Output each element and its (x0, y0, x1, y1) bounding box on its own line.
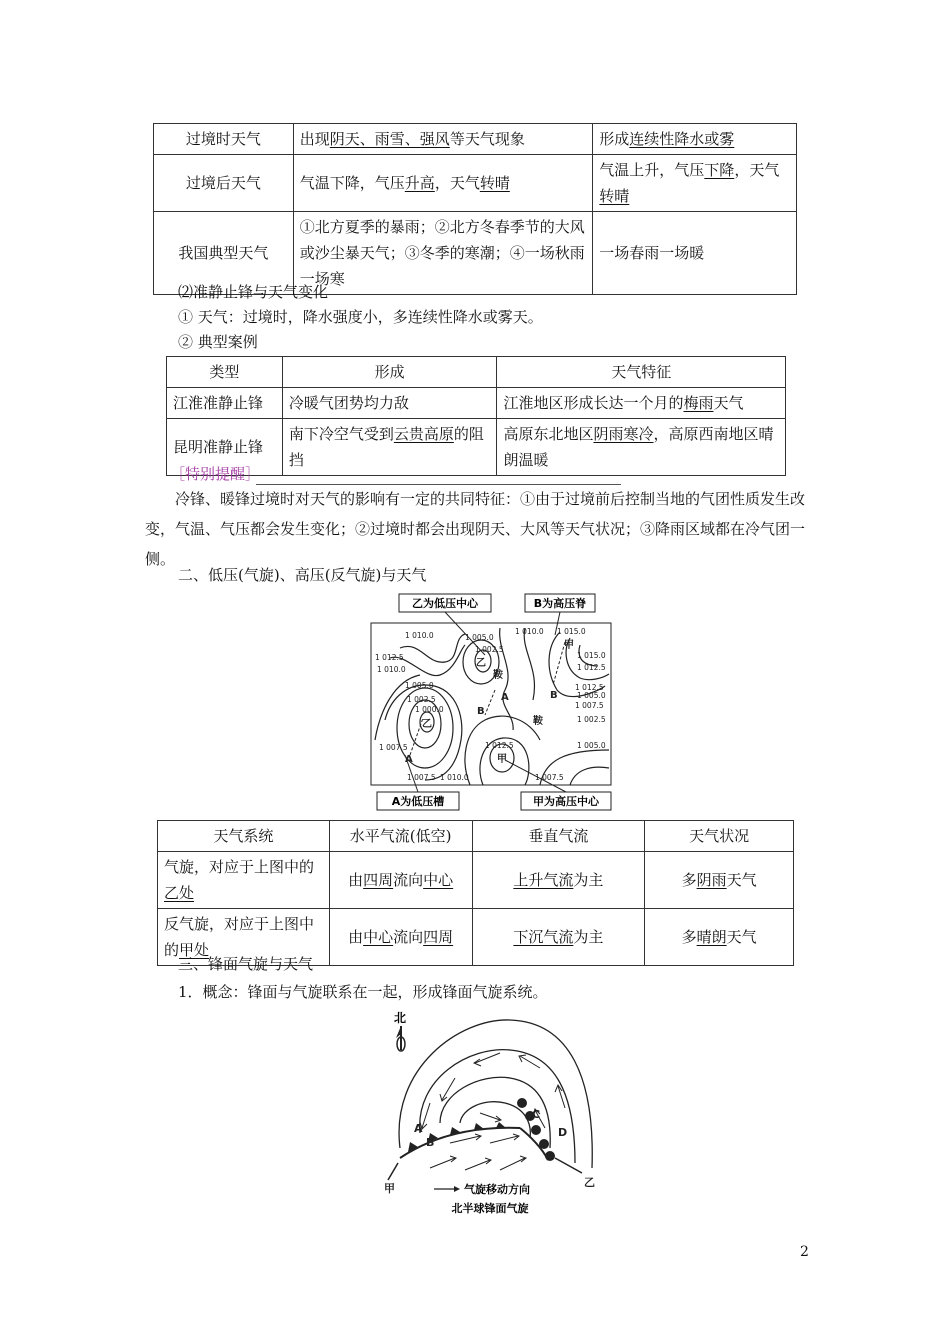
underlined-answer: 上升气流 (513, 871, 574, 889)
cyclone-table (157, 820, 794, 966)
underlined-answer: 乙处 (164, 884, 195, 902)
isobar-value-label: 1 005.0 (405, 681, 434, 690)
concept-text: 1．概念：锋面与气旋联系在一起，形成锋面气旋系统。 (178, 983, 548, 1001)
a-mark-1: A (501, 692, 509, 703)
weather-system-cell (158, 852, 330, 909)
table-row (158, 852, 794, 909)
underlined-answer: 云贵高原 (393, 425, 454, 443)
typical-cases-label: ② 典型案例 (178, 333, 258, 351)
cell-text: 等天气现象 (449, 130, 525, 148)
column-header: 垂直气流 (472, 821, 645, 852)
callout-b-ridge: B为高压脊 (533, 597, 587, 610)
feature-cell (497, 388, 786, 419)
cell-text: 气旋，对应于上图中的 (164, 858, 315, 876)
point-a-label: A (414, 1122, 423, 1135)
weather-condition-cell (645, 909, 794, 966)
warm-front-cell (593, 124, 797, 155)
underlined-answer: 四周 (423, 928, 454, 946)
jia-label: 甲 (384, 1182, 395, 1195)
cell-text: 天气 (726, 871, 757, 889)
quasi-cases-table (166, 356, 786, 476)
cell-text: 气温下降，气压 (299, 174, 405, 192)
underlined-answer: 下降 (704, 161, 735, 179)
cold-front-cell (293, 212, 593, 295)
callout-yi-low-center: 乙为低压中心 (412, 597, 478, 610)
cell-text: 流向 (393, 871, 424, 889)
isobar-value-label: 1 012.5 (485, 741, 514, 750)
isobar-value-label: 1 012.5 (575, 683, 604, 692)
isobar-value-label: 1 002.5 (475, 645, 504, 654)
saddle-mark-1: 鞍 (493, 670, 503, 681)
underlined-answer: 升高 (404, 174, 435, 192)
point-c-label: C (532, 1108, 541, 1121)
underlined-answer: 梅雨 (683, 394, 714, 412)
isobar-value-label: 1 012.5 (375, 653, 404, 662)
column-header: 天气特征 (497, 357, 786, 388)
underlined-answer: 转晴 (479, 174, 510, 192)
isobar-value-label: 1 010.0 (405, 631, 434, 640)
callout-jia-high-center: 甲为高压中心 (533, 795, 599, 808)
saddle-mark-2: 鞍 (533, 716, 543, 727)
frontal-cyclone-figure (370, 1008, 610, 1218)
column-header: 天气状况 (645, 821, 794, 852)
cell-text: 为主 (573, 928, 604, 946)
cell-text: 的阻挡 (288, 425, 484, 469)
table-row (167, 388, 786, 419)
north-label: 北 (394, 1011, 407, 1025)
underlined-answer: 阴雨寒冷 (593, 425, 654, 443)
cell-text: 形成 (599, 130, 630, 148)
quasi-weather-text: ① 天气：过境时，降水强度小，多连续性降水或雾天。 (178, 308, 543, 326)
cell-text: 反气旋，对应于上图中的 (164, 915, 315, 959)
formation-cell (282, 419, 497, 476)
b-mark-2: B (477, 706, 485, 717)
yi-mark-top: 乙 (476, 658, 486, 669)
column-header: 类型 (167, 357, 283, 388)
isobar-value-label: 1 005.0 (577, 691, 606, 700)
isobar-value-label: 1 007.5 (535, 773, 564, 782)
cell-text: 江淮地区形成长达一个月的 (503, 394, 684, 412)
row-label: 过境后天气 (154, 155, 294, 212)
warm-front-cell (593, 212, 797, 295)
underlined-answer: 中心 (363, 928, 394, 946)
underlined-answer: 晴朗 (696, 928, 727, 946)
table-row (154, 155, 797, 212)
underlined-answer: 甲处 (179, 941, 210, 959)
jia-mark-top: 甲 (564, 640, 574, 651)
isobar-value-label: 1 010.0 (440, 773, 469, 782)
section2-title: 二、低压(气旋)、高压(反气旋)与天气 (178, 566, 427, 584)
cold-front-cell (293, 124, 593, 155)
a-mark-2: A (405, 754, 413, 765)
point-d-label: D (558, 1126, 568, 1139)
horizontal-flow-cell (329, 909, 472, 966)
cell-text: 多 (681, 928, 697, 946)
point-b-label: B (426, 1136, 435, 1149)
front-weather-table (153, 123, 797, 295)
cell-text: 冷暖气团势均力敌 (288, 394, 409, 412)
quasi-stationary-heading: ⑵准静止锋与天气变化 (178, 283, 329, 301)
cell-text: 高原东北地区 (503, 425, 594, 443)
weather-condition-cell (645, 852, 794, 909)
front-type-cell: 江淮准静止锋 (167, 388, 283, 419)
cell-text: 由 (348, 928, 364, 946)
underlined-answer: 阴天、雨雪、强风 (329, 130, 450, 148)
cell-text: 天气 (726, 928, 757, 946)
row-label: 过境时天气 (154, 124, 294, 155)
isobar-value-label: 1 002.5 (407, 695, 436, 704)
section3-title: 三、锋面气旋与天气 (178, 955, 314, 973)
isobar-value-label: 1 007.5 (575, 701, 604, 710)
underlined-answer: 阴雨 (696, 871, 727, 889)
underlined-answer: 连续性降水或雾 (629, 130, 735, 148)
underlined-answer: 转晴 (599, 187, 630, 205)
isobar-value-label: 1 005.0 (465, 633, 494, 642)
vertical-flow-cell (472, 909, 645, 966)
isobar-value-label: 1 007.5 (379, 743, 408, 752)
page-number: 2 (800, 1244, 809, 1260)
b-mark-1: B (550, 690, 558, 701)
cell-text: 一场春雨一场暖 (599, 244, 705, 262)
formation-cell (282, 388, 497, 419)
cold-front-cell (293, 155, 593, 212)
cell-text: 流向 (393, 928, 424, 946)
cell-text: ，天气 (734, 161, 780, 179)
underlined-answer: 四周 (363, 871, 394, 889)
tip-text: 冷锋、暖锋过境时对天气的影响有一定的共同特征：①由于过境前后控制当地的气团性质发生改变，气温、气压都会发生变化；②过境时都会出现阴天、大风等天气状况；③降雨区域都在冷气团一侧。 (145, 490, 806, 568)
cell-text: ，高原西南地区晴朗温暖 (503, 425, 774, 469)
yi-mark-left: 乙 (422, 719, 432, 730)
isobar-value-label: 1 010.0 (377, 665, 406, 674)
cell-text: 气温上升，气压 (599, 161, 705, 179)
jia-mark-bottom: 甲 (497, 754, 507, 765)
cell-text: 由 (348, 871, 364, 889)
underlined-answer: 中心 (423, 871, 454, 889)
cell-text: 为主 (573, 871, 604, 889)
front-type-cell: 昆明准静止锋 (167, 419, 283, 476)
cell-text: ，天气 (434, 174, 480, 192)
isobar-value-label: 1 002.5 (577, 715, 606, 724)
warm-front-cell (593, 155, 797, 212)
cell-text: 南下冷空气受到 (288, 425, 394, 443)
isobar-value-label: 1 010.0 (515, 627, 544, 636)
cell-text: 天气 (713, 394, 744, 412)
column-header: 水平气流(低空) (329, 821, 472, 852)
yi-label: 乙 (584, 1176, 595, 1189)
isobar-value-label: 1 015.0 (577, 651, 606, 660)
isobar-value-label: 1 007.5 (407, 773, 436, 782)
isobar-value-label: 1 015.0 (557, 627, 586, 636)
isobar-value-label: 1 012.5 (577, 663, 606, 672)
column-header: 天气系统 (158, 821, 330, 852)
feature-cell (497, 419, 786, 476)
underlined-answer: 下沉气流 (513, 928, 574, 946)
isobar-map (365, 590, 615, 815)
isobar-value-label: 1 005.0 (577, 741, 606, 750)
legend-move-direction: 气旋移动方向 (464, 1183, 530, 1196)
special-tip-label: ［特别提醒］ (170, 465, 261, 483)
horizontal-flow-cell (329, 852, 472, 909)
table-row (154, 124, 797, 155)
figure-caption: 北半球锋面气旋 (451, 1202, 529, 1215)
isobar-value-label: 1 000.0 (415, 705, 444, 714)
callout-a-trough: A为低压槽 (391, 795, 445, 808)
cell-text: 多 (681, 871, 697, 889)
column-header: 形成 (282, 357, 497, 388)
cell-text: ①北方夏季的暴雨；②北方冬春季节的大风或沙尘暴天气；③冬季的寒潮；④一场秋雨一场寒 (299, 218, 585, 288)
cell-text: 出现 (299, 130, 330, 148)
vertical-flow-cell (472, 852, 645, 909)
row-label: 我国典型天气 (154, 212, 294, 295)
